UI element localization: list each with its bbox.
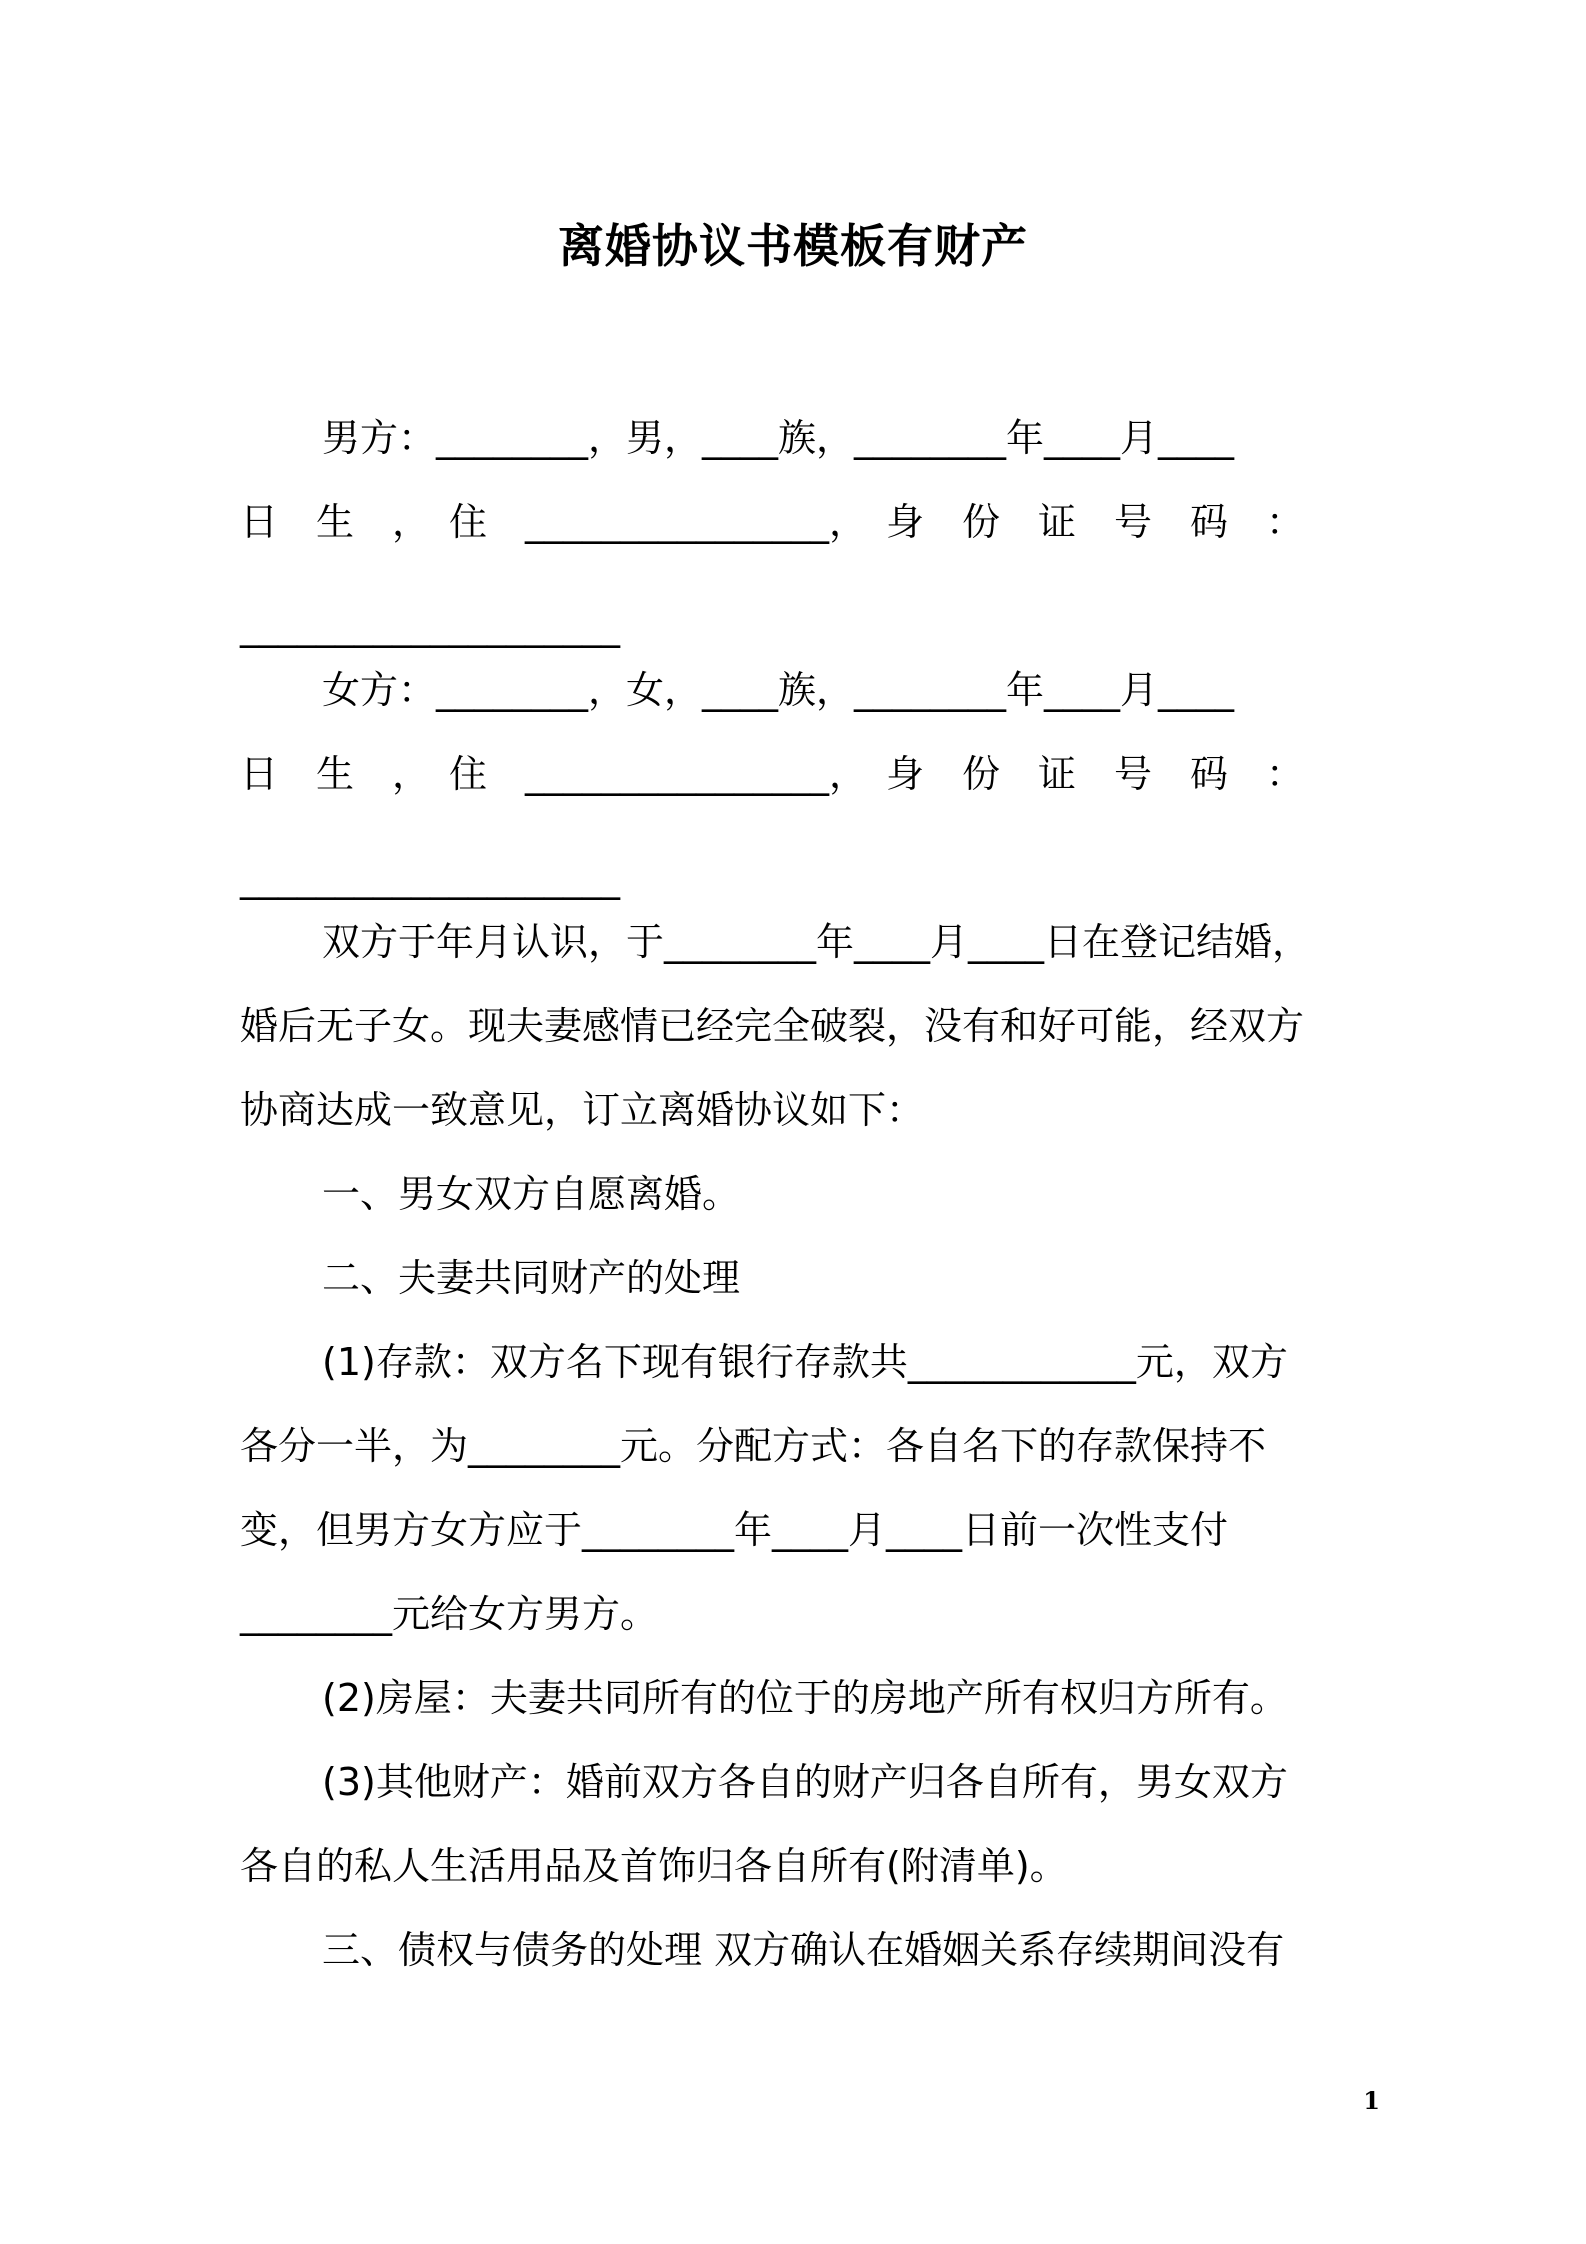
text-line-deposit-3: 变，但男方女方应于________年____月____日前一次性支付 [240, 1508, 1229, 1552]
text-line-male-id-blank: ____________________ [240, 604, 620, 648]
text-line-marriage-3: 协商达成一致意见，订立离婚协议如下： [240, 1088, 925, 1132]
text-line-deposit-1: (1)存款：双方名下现有银行存款共____________元，双方 [322, 1340, 1288, 1384]
text-line-female-id-blank: ____________________ [240, 856, 620, 900]
clause-two-heading: 二、夫妻共同财产的处理 [322, 1256, 741, 1300]
text-line-female-address: 日 生 ， 住 ________________， 身 份 证 号 码 ： [240, 752, 1305, 796]
text-line-marriage-2: 婚后无子女。现夫妻感情已经完全破裂，没有和好可能，经双方 [240, 1004, 1305, 1048]
page-number: 1 [1363, 2086, 1380, 2115]
clause-three: 三、债权与债务的处理 双方确认在婚姻关系存续期间没有 [322, 1928, 1285, 1972]
document-title: 离婚协议书模板有财产 [558, 219, 1028, 273]
text-line-female-info: 女方：________，女，____族，________年____月____ [322, 668, 1235, 712]
text-line-deposit-4: ________元给女方男方。 [240, 1592, 659, 1636]
text-line-other-property-1: (3)其他财产：婚前双方各自的财产归各自所有，男女双方 [322, 1760, 1288, 1804]
text-line-house: (2)房屋：夫妻共同所有的位于的房地产所有权归方所有。 [322, 1676, 1288, 1720]
text-line-other-property-2: 各自的私人生活用品及首饰归各自所有(附清单)。 [240, 1844, 1068, 1888]
text-line-male-address: 日 生 ， 住 ________________， 身 份 证 号 码 ： [240, 500, 1305, 544]
text-line-marriage-1: 双方于年月认识，于________年____月____日在登记结婚， [322, 920, 1311, 964]
text-line-male-info: 男方：________，男，____族，________年____月____ [322, 416, 1235, 460]
text-line-deposit-2: 各分一半，为________元。分配方式：各自名下的存款保持不 [240, 1424, 1267, 1468]
clause-one: 一、男女双方自愿离婚。 [322, 1172, 741, 1216]
